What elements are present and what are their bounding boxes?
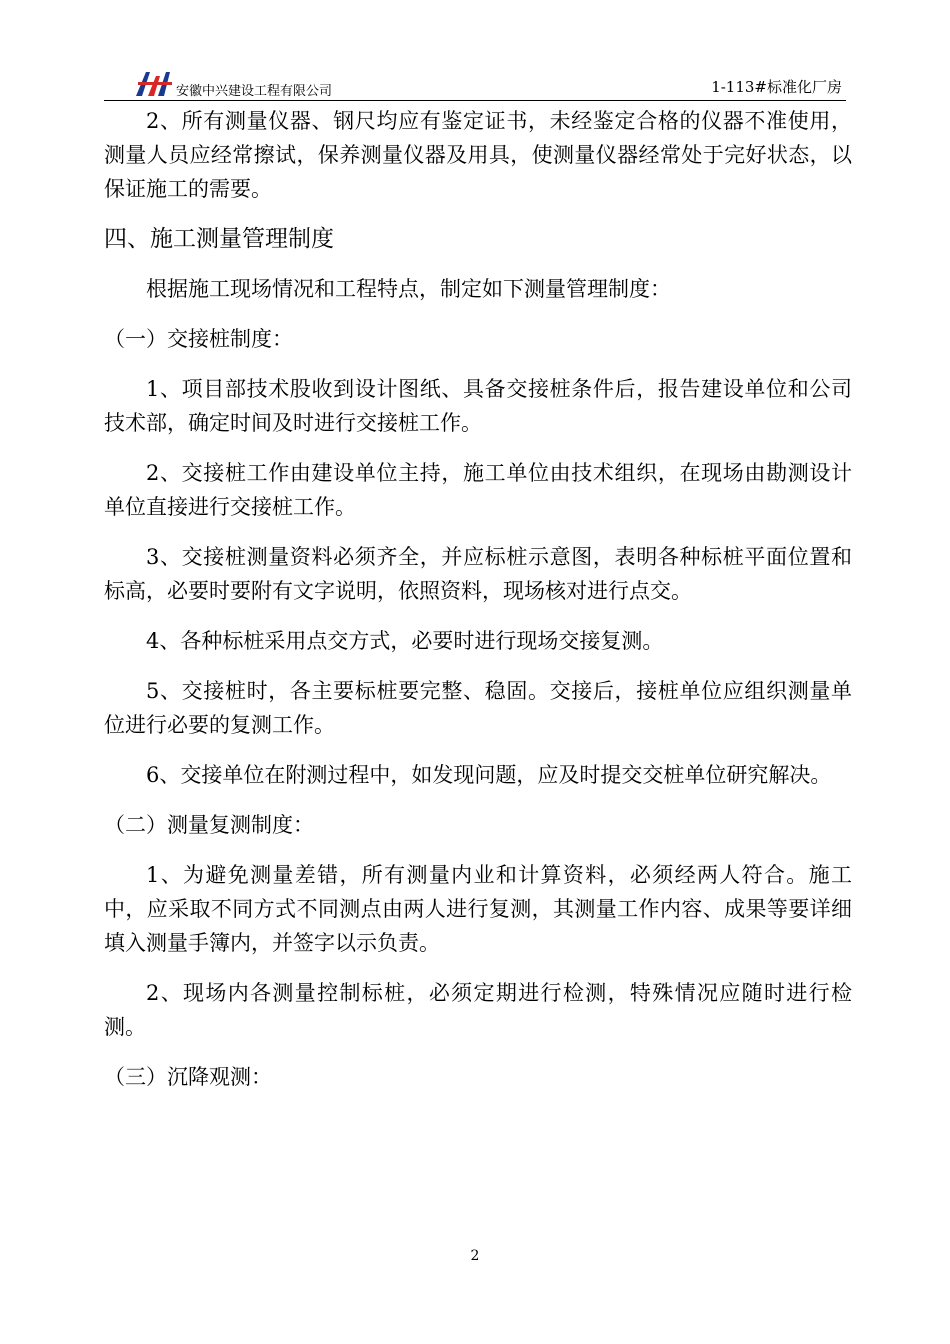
- paragraph: 2、交接桩工作由建设单位主持，施工单位由技术组织，在现场由勘测设计单位直接进行交接桩工作。: [104, 461, 852, 519]
- page-header: [104, 64, 846, 101]
- paragraph: 1、项目部技术股收到设计图纸、具备交接桩条件后，报告建设单位和公司技术部，确定时间及时进行交接桩工作。: [104, 377, 852, 435]
- paragraph: 6、交接单位在附测过程中，如发现问题，应及时提交交桩单位研究解决。: [146, 763, 832, 787]
- document-body: [104, 104, 852, 1110]
- paragraph: 根据施工现场情况和工程特点，制定如下测量管理制度：: [146, 277, 671, 301]
- section-heading: 四、施工测量管理制度: [104, 226, 334, 252]
- page-number: 2: [470, 1248, 480, 1264]
- subsection-heading: （三）沉降观测：: [104, 1065, 272, 1089]
- subsection-heading: （二）测量复测制度：: [104, 813, 314, 837]
- paragraph: 1、为避免测量差错，所有测量内业和计算资料，必须经两人符合。施工中，应采取不同方式不同测点由两人进行复测，其测量工作内容、成果等要详细填入测量手簿内，并签字以示负责。: [104, 863, 852, 955]
- project-name: 1-113#标准化厂房: [711, 78, 842, 96]
- paragraph: 4、各种标桩采用点交方式，必要时进行现场交接复测。: [146, 629, 664, 653]
- company-name: 安徽中兴建设工程有限公司: [176, 84, 333, 99]
- paragraph: 5、交接桩时，各主要标桩要完整、稳固。交接后，接桩单位应组织测量单位进行必要的复测工作。: [104, 679, 852, 737]
- subsection-heading: （一）交接桩制度：: [104, 327, 293, 351]
- paragraph: 2、所有测量仪器、钢尺均应有鉴定证书，未经鉴定合格的仪器不准使用，测量人员应经常擦试，保养测量仪器及用具，使测量仪器经常处于完好状态，以保证施工的需要。: [104, 109, 852, 201]
- paragraph: 2、现场内各测量控制标桩，必须定期进行检测，特殊情况应随时进行检测。: [104, 981, 852, 1039]
- paragraph: 3、交接桩测量资料必须齐全，并应标桩示意图，表明各种标桩平面位置和标高，必要时要附有文字说明，依照资料，现场核对进行点交。: [104, 545, 852, 603]
- company-logo-icon: [134, 68, 176, 98]
